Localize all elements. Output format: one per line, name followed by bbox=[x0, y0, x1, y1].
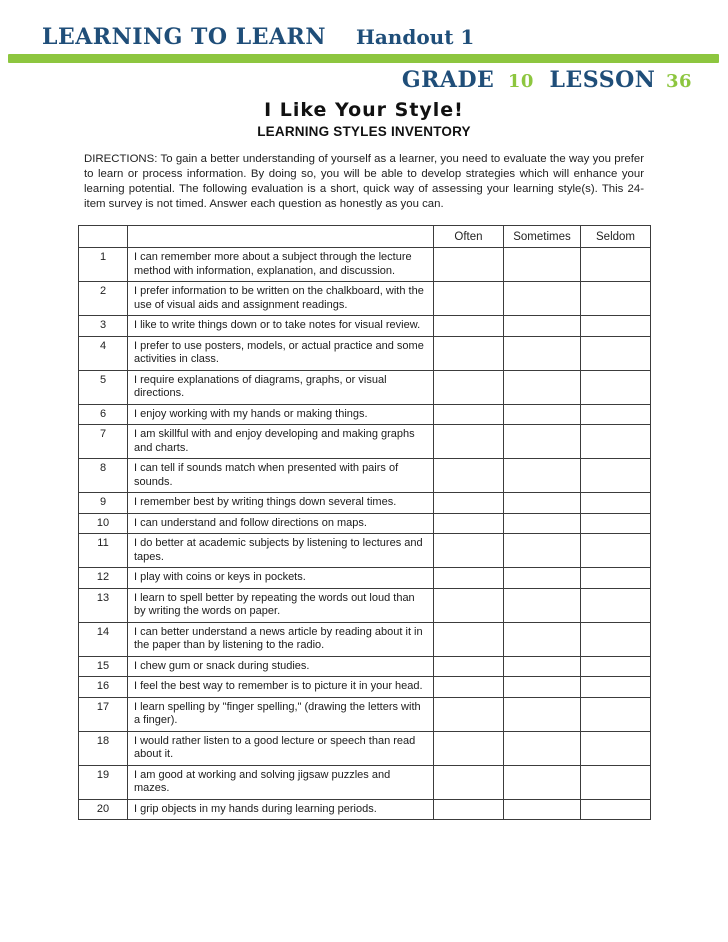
table-row bbox=[79, 459, 651, 493]
answer-cell-sometimes[interactable] bbox=[504, 799, 581, 820]
row-number: 20 bbox=[79, 799, 128, 820]
answer-cell-sometimes[interactable] bbox=[504, 677, 581, 698]
row-number: 8 bbox=[79, 459, 128, 493]
row-number: 1 bbox=[79, 248, 128, 282]
row-question: I can understand and follow directions on maps. bbox=[128, 513, 434, 534]
answer-cell-sometimes[interactable] bbox=[504, 282, 581, 316]
header-question-cell bbox=[128, 226, 434, 248]
answer-cell-often[interactable] bbox=[434, 248, 504, 282]
header bbox=[0, 0, 728, 54]
answer-cell-often[interactable] bbox=[434, 799, 504, 820]
answer-cell-seldom[interactable] bbox=[581, 568, 651, 589]
answer-cell-often[interactable] bbox=[434, 534, 504, 568]
lesson-value: 36 bbox=[665, 71, 692, 92]
row-question: I am skillful with and enjoy developing and making graphs and charts. bbox=[128, 425, 434, 459]
table-row bbox=[79, 370, 651, 404]
row-number: 19 bbox=[79, 765, 128, 799]
page-title: I Like Your Style! bbox=[264, 99, 464, 121]
row-number: 13 bbox=[79, 588, 128, 622]
answer-cell-often[interactable] bbox=[434, 677, 504, 698]
row-question: I play with coins or keys in pockets. bbox=[128, 568, 434, 589]
answer-cell-seldom[interactable] bbox=[581, 656, 651, 677]
row-number: 2 bbox=[79, 282, 128, 316]
answer-cell-often[interactable] bbox=[434, 765, 504, 799]
row-number: 4 bbox=[79, 336, 128, 370]
table-row bbox=[79, 513, 651, 534]
table-row bbox=[79, 622, 651, 656]
row-question: I prefer to use posters, models, or actual practice and some activities in class. bbox=[128, 336, 434, 370]
answer-cell-seldom[interactable] bbox=[581, 765, 651, 799]
table-row bbox=[79, 799, 651, 820]
answer-cell-seldom[interactable] bbox=[581, 534, 651, 568]
row-number: 6 bbox=[79, 404, 128, 425]
answer-cell-often[interactable] bbox=[434, 336, 504, 370]
table-row bbox=[79, 534, 651, 568]
row-number: 10 bbox=[79, 513, 128, 534]
answer-cell-seldom[interactable] bbox=[581, 677, 651, 698]
row-question: I do better at academic subjects by listening to lectures and tapes. bbox=[128, 534, 434, 568]
answer-cell-often[interactable] bbox=[434, 622, 504, 656]
answer-cell-often[interactable] bbox=[434, 588, 504, 622]
column-header-seldom: Seldom bbox=[581, 226, 651, 248]
grade-lesson-line bbox=[0, 63, 728, 93]
answer-cell-often[interactable] bbox=[434, 493, 504, 514]
answer-cell-seldom[interactable] bbox=[581, 697, 651, 731]
row-question: I require explanations of diagrams, graphs, or visual directions. bbox=[128, 370, 434, 404]
answer-cell-sometimes[interactable] bbox=[504, 588, 581, 622]
answer-cell-often[interactable] bbox=[434, 425, 504, 459]
row-question: I learn spelling by "finger spelling," (drawing the letters with a finger). bbox=[128, 697, 434, 731]
row-number: 18 bbox=[79, 731, 128, 765]
lesson-label: LESSON bbox=[549, 67, 656, 93]
row-number: 3 bbox=[79, 316, 128, 337]
table-row bbox=[79, 568, 651, 589]
answer-cell-seldom[interactable] bbox=[581, 282, 651, 316]
answer-cell-seldom[interactable] bbox=[581, 316, 651, 337]
answer-cell-sometimes[interactable] bbox=[504, 336, 581, 370]
answer-cell-often[interactable] bbox=[434, 656, 504, 677]
table-row bbox=[79, 656, 651, 677]
answer-cell-seldom[interactable] bbox=[581, 370, 651, 404]
answer-cell-often[interactable] bbox=[434, 459, 504, 493]
row-question: I can remember more about a subject through the lecture method with information, explanation, and discussion. bbox=[128, 248, 434, 282]
row-question: I learn to spell better by repeating the words out loud than by writing the words on paper. bbox=[128, 588, 434, 622]
row-question: I remember best by writing things down several times. bbox=[128, 493, 434, 514]
answer-cell-seldom[interactable] bbox=[581, 513, 651, 534]
answer-cell-sometimes[interactable] bbox=[504, 513, 581, 534]
row-number: 11 bbox=[79, 534, 128, 568]
answer-cell-seldom[interactable] bbox=[581, 622, 651, 656]
table-row bbox=[79, 677, 651, 698]
handout-label: Handout 1 bbox=[355, 25, 475, 49]
answer-cell-seldom[interactable] bbox=[581, 588, 651, 622]
table-row bbox=[79, 404, 651, 425]
answer-cell-seldom[interactable] bbox=[581, 493, 651, 514]
answer-cell-often[interactable] bbox=[434, 404, 504, 425]
answer-cell-sometimes[interactable] bbox=[504, 697, 581, 731]
survey-table bbox=[78, 225, 651, 820]
row-number: 9 bbox=[79, 493, 128, 514]
directions-paragraph: DIRECTIONS: To gain a better understanding of yourself as a learner, you need to evaluate the way you prefer to learn or process information. By doing so, you will be able to develop strategies which will enhance your learning potential. The following evaluation is a short, quick way of assessing your learning style(s). This 24-item survey is not timed. Answer each question as honestly as you can. bbox=[84, 153, 644, 210]
table-row bbox=[79, 248, 651, 282]
grade-value: 10 bbox=[507, 71, 534, 92]
row-number: 14 bbox=[79, 622, 128, 656]
row-number: 12 bbox=[79, 568, 128, 589]
row-question: I chew gum or snack during studies. bbox=[128, 656, 434, 677]
table-row bbox=[79, 425, 651, 459]
table-row bbox=[79, 316, 651, 337]
row-number: 5 bbox=[79, 370, 128, 404]
answer-cell-seldom[interactable] bbox=[581, 731, 651, 765]
answer-cell-sometimes[interactable] bbox=[504, 765, 581, 799]
answer-cell-sometimes[interactable] bbox=[504, 493, 581, 514]
row-question: I can better understand a news article by reading about it in the paper than by listening to the radio. bbox=[128, 622, 434, 656]
answer-cell-often[interactable] bbox=[434, 370, 504, 404]
table-header-row bbox=[79, 226, 651, 248]
table-row bbox=[79, 493, 651, 514]
answer-cell-seldom[interactable] bbox=[581, 459, 651, 493]
answer-cell-often[interactable] bbox=[434, 697, 504, 731]
row-number: 7 bbox=[79, 425, 128, 459]
table-row bbox=[79, 336, 651, 370]
table-row bbox=[79, 282, 651, 316]
answer-cell-sometimes[interactable] bbox=[504, 568, 581, 589]
answer-cell-often[interactable] bbox=[434, 282, 504, 316]
course-title: LEARNING TO LEARN bbox=[42, 24, 326, 50]
answer-cell-sometimes[interactable] bbox=[504, 534, 581, 568]
answer-cell-seldom[interactable] bbox=[581, 425, 651, 459]
survey-table-body bbox=[79, 248, 651, 820]
row-number: 17 bbox=[79, 697, 128, 731]
row-number: 16 bbox=[79, 677, 128, 698]
row-question: I enjoy working with my hands or making things. bbox=[128, 404, 434, 425]
green-divider-rule bbox=[8, 54, 719, 63]
row-question: I grip objects in my hands during learning periods. bbox=[128, 799, 434, 820]
table-row bbox=[79, 588, 651, 622]
row-question: I like to write things down or to take notes for visual review. bbox=[128, 316, 434, 337]
answer-cell-sometimes[interactable] bbox=[504, 425, 581, 459]
row-question: I can tell if sounds match when presented with pairs of sounds. bbox=[128, 459, 434, 493]
row-question: I would rather listen to a good lecture or speech than read about it. bbox=[128, 731, 434, 765]
answer-cell-sometimes[interactable] bbox=[504, 656, 581, 677]
table-row bbox=[79, 731, 651, 765]
answer-cell-often[interactable] bbox=[434, 568, 504, 589]
answer-cell-seldom[interactable] bbox=[581, 336, 651, 370]
row-question: I prefer information to be written on the chalkboard, with the use of visual aids and assignment readings. bbox=[128, 282, 434, 316]
answer-cell-sometimes[interactable] bbox=[504, 622, 581, 656]
answer-cell-often[interactable] bbox=[434, 513, 504, 534]
answer-cell-seldom[interactable] bbox=[581, 404, 651, 425]
row-question: I feel the best way to remember is to picture it in your head. bbox=[128, 677, 434, 698]
table-row bbox=[79, 765, 651, 799]
answer-cell-seldom[interactable] bbox=[581, 248, 651, 282]
answer-cell-sometimes[interactable] bbox=[504, 316, 581, 337]
row-question: I am good at working and solving jigsaw puzzles and mazes. bbox=[128, 765, 434, 799]
column-header-often: Often bbox=[434, 226, 504, 248]
answer-cell-sometimes[interactable] bbox=[504, 459, 581, 493]
column-header-sometimes: Sometimes bbox=[504, 226, 581, 248]
table-row bbox=[79, 697, 651, 731]
header-number-cell bbox=[79, 226, 128, 248]
answer-cell-often[interactable] bbox=[434, 316, 504, 337]
row-number: 15 bbox=[79, 656, 128, 677]
answer-cell-seldom[interactable] bbox=[581, 799, 651, 820]
answer-cell-often[interactable] bbox=[434, 731, 504, 765]
grade-label: GRADE bbox=[401, 67, 495, 93]
page-subtitle: LEARNING STYLES INVENTORY bbox=[257, 124, 471, 139]
answer-cell-sometimes[interactable] bbox=[504, 248, 581, 282]
answer-cell-sometimes[interactable] bbox=[504, 370, 581, 404]
answer-cell-sometimes[interactable] bbox=[504, 404, 581, 425]
answer-cell-sometimes[interactable] bbox=[504, 731, 581, 765]
